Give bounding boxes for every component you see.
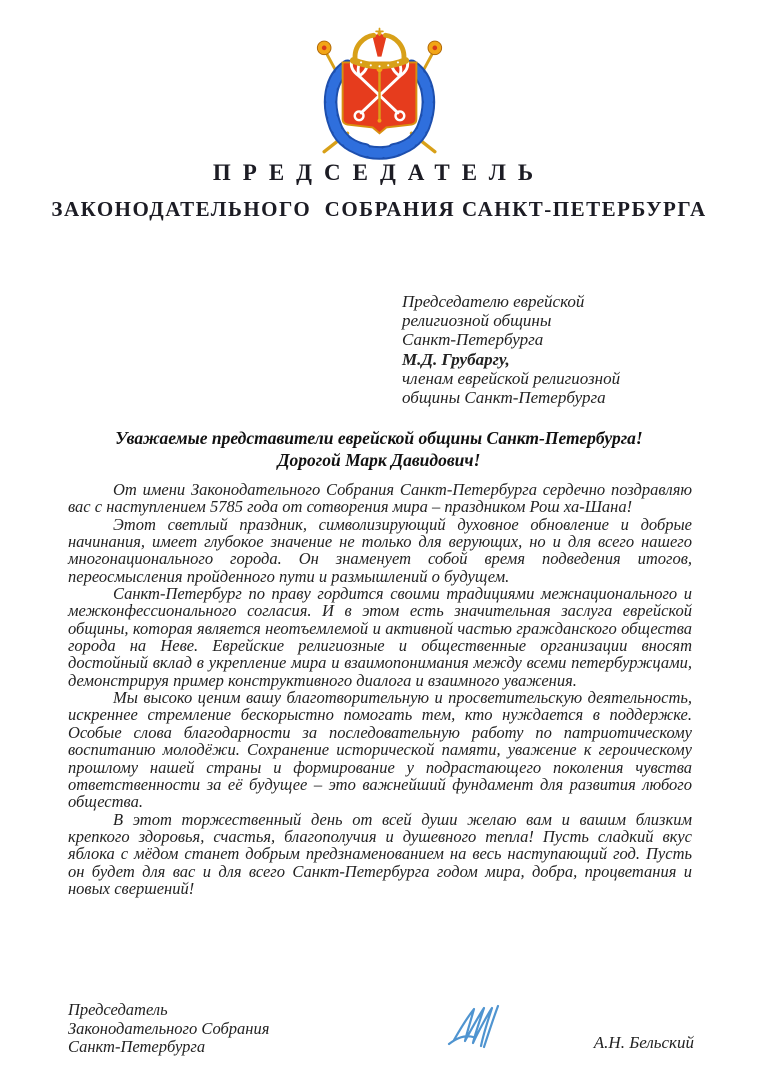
addressee-line: общины Санкт-Петербурга	[402, 388, 606, 408]
addressee-block	[402, 292, 620, 407]
body-paragraph: В этот торжественный день от всей души желаю вам и вашим близким крепкого здоровья, счастья, благополучия и душевного тепла! Пусть сладкий вкус яблока с мёдом станет добрым предзнаменованием на весь наступающий год. Пусть он будет для вас и для всего Санкт-Петербурга годом мира, добра, процветания и новых свершений!	[68, 809, 692, 898]
body-paragraph: Мы высоко ценим вашу благотворительную и просветительскую деятельность, искреннее стремление бескорыстно помогать тем, кто нуждается в поддержке. Особые слова благодарности за последовательную работу по патриотическому воспитанию молодёжи. Сохранение исторической памяти, уважение к героическому прошлому нашей страны и формирование у подрастающего поколения чувства ответственности за её будущее – это важнейший фундамент для развития любого общества.	[68, 688, 692, 812]
addressee-line: Председателю еврейской	[402, 292, 585, 311]
signature-position-line: Санкт-Петербурга	[68, 1037, 206, 1056]
body-paragraph: Санкт-Петербург по праву гордится своими традициями межнационального и межконфессионального согласия. И в этом есть значительная заслуга еврейской общины, которая является неотъемлемой и активной частью гражданского общества города на Неве. Еврейские религиозные и общественные организации вносят достойный вклад в укрепление мира и взаимопонимания между всеми петербуржцами, демонстрируя пример конструктивного диалога и взаимного уважения.	[68, 584, 692, 690]
letterhead-title: ПРЕДСЕДАТЕЛЬ	[212, 160, 546, 185]
letterhead-subtitle: ЗАКОНОДАТЕЛЬНОГО СОБРАНИЯ САНКТ-ПЕТЕРБУРГА	[51, 197, 707, 221]
handwritten-signature-icon	[446, 1000, 522, 1050]
body-paragraph: От имени Законодательного Собрания Санкт-Петербурга сердечно поздравляю вас с наступлением 5785 года от сотворения мира – праздником Рош ха-Шана!	[68, 480, 692, 517]
letter-body	[68, 481, 692, 897]
salutation	[0, 428, 758, 471]
signature-position-line: Председатель	[68, 1000, 168, 1019]
salutation-line: Уважаемые представители еврейской общины Санкт-Петербурга!	[115, 428, 643, 448]
salutation-line: Дорогой Марк Давидович!	[277, 449, 481, 470]
signature-position-block	[68, 1001, 269, 1057]
coat-of-arms-emblem	[297, 26, 462, 160]
body-paragraph: Этот светлый праздник, символизирующий духовное обновление и добрые начинания, имеет глубокое значение не только для верующих, но и для всего нашего многонационального города. Он знаменует собой время подведения итогов, переосмысления пройденного пути и размышлений о будущем.	[68, 514, 692, 586]
addressee-line: Санкт-Петербурга	[402, 330, 544, 350]
signature-name: А.Н. Бельский	[593, 1033, 694, 1052]
signature-position-line: Законодательного Собрания	[68, 1018, 270, 1038]
addressee-line: членам еврейской религиозной	[402, 368, 621, 388]
addressee-line: религиозной общины	[402, 311, 552, 331]
addressee-name: М.Д. Грубаргу,	[402, 349, 510, 369]
